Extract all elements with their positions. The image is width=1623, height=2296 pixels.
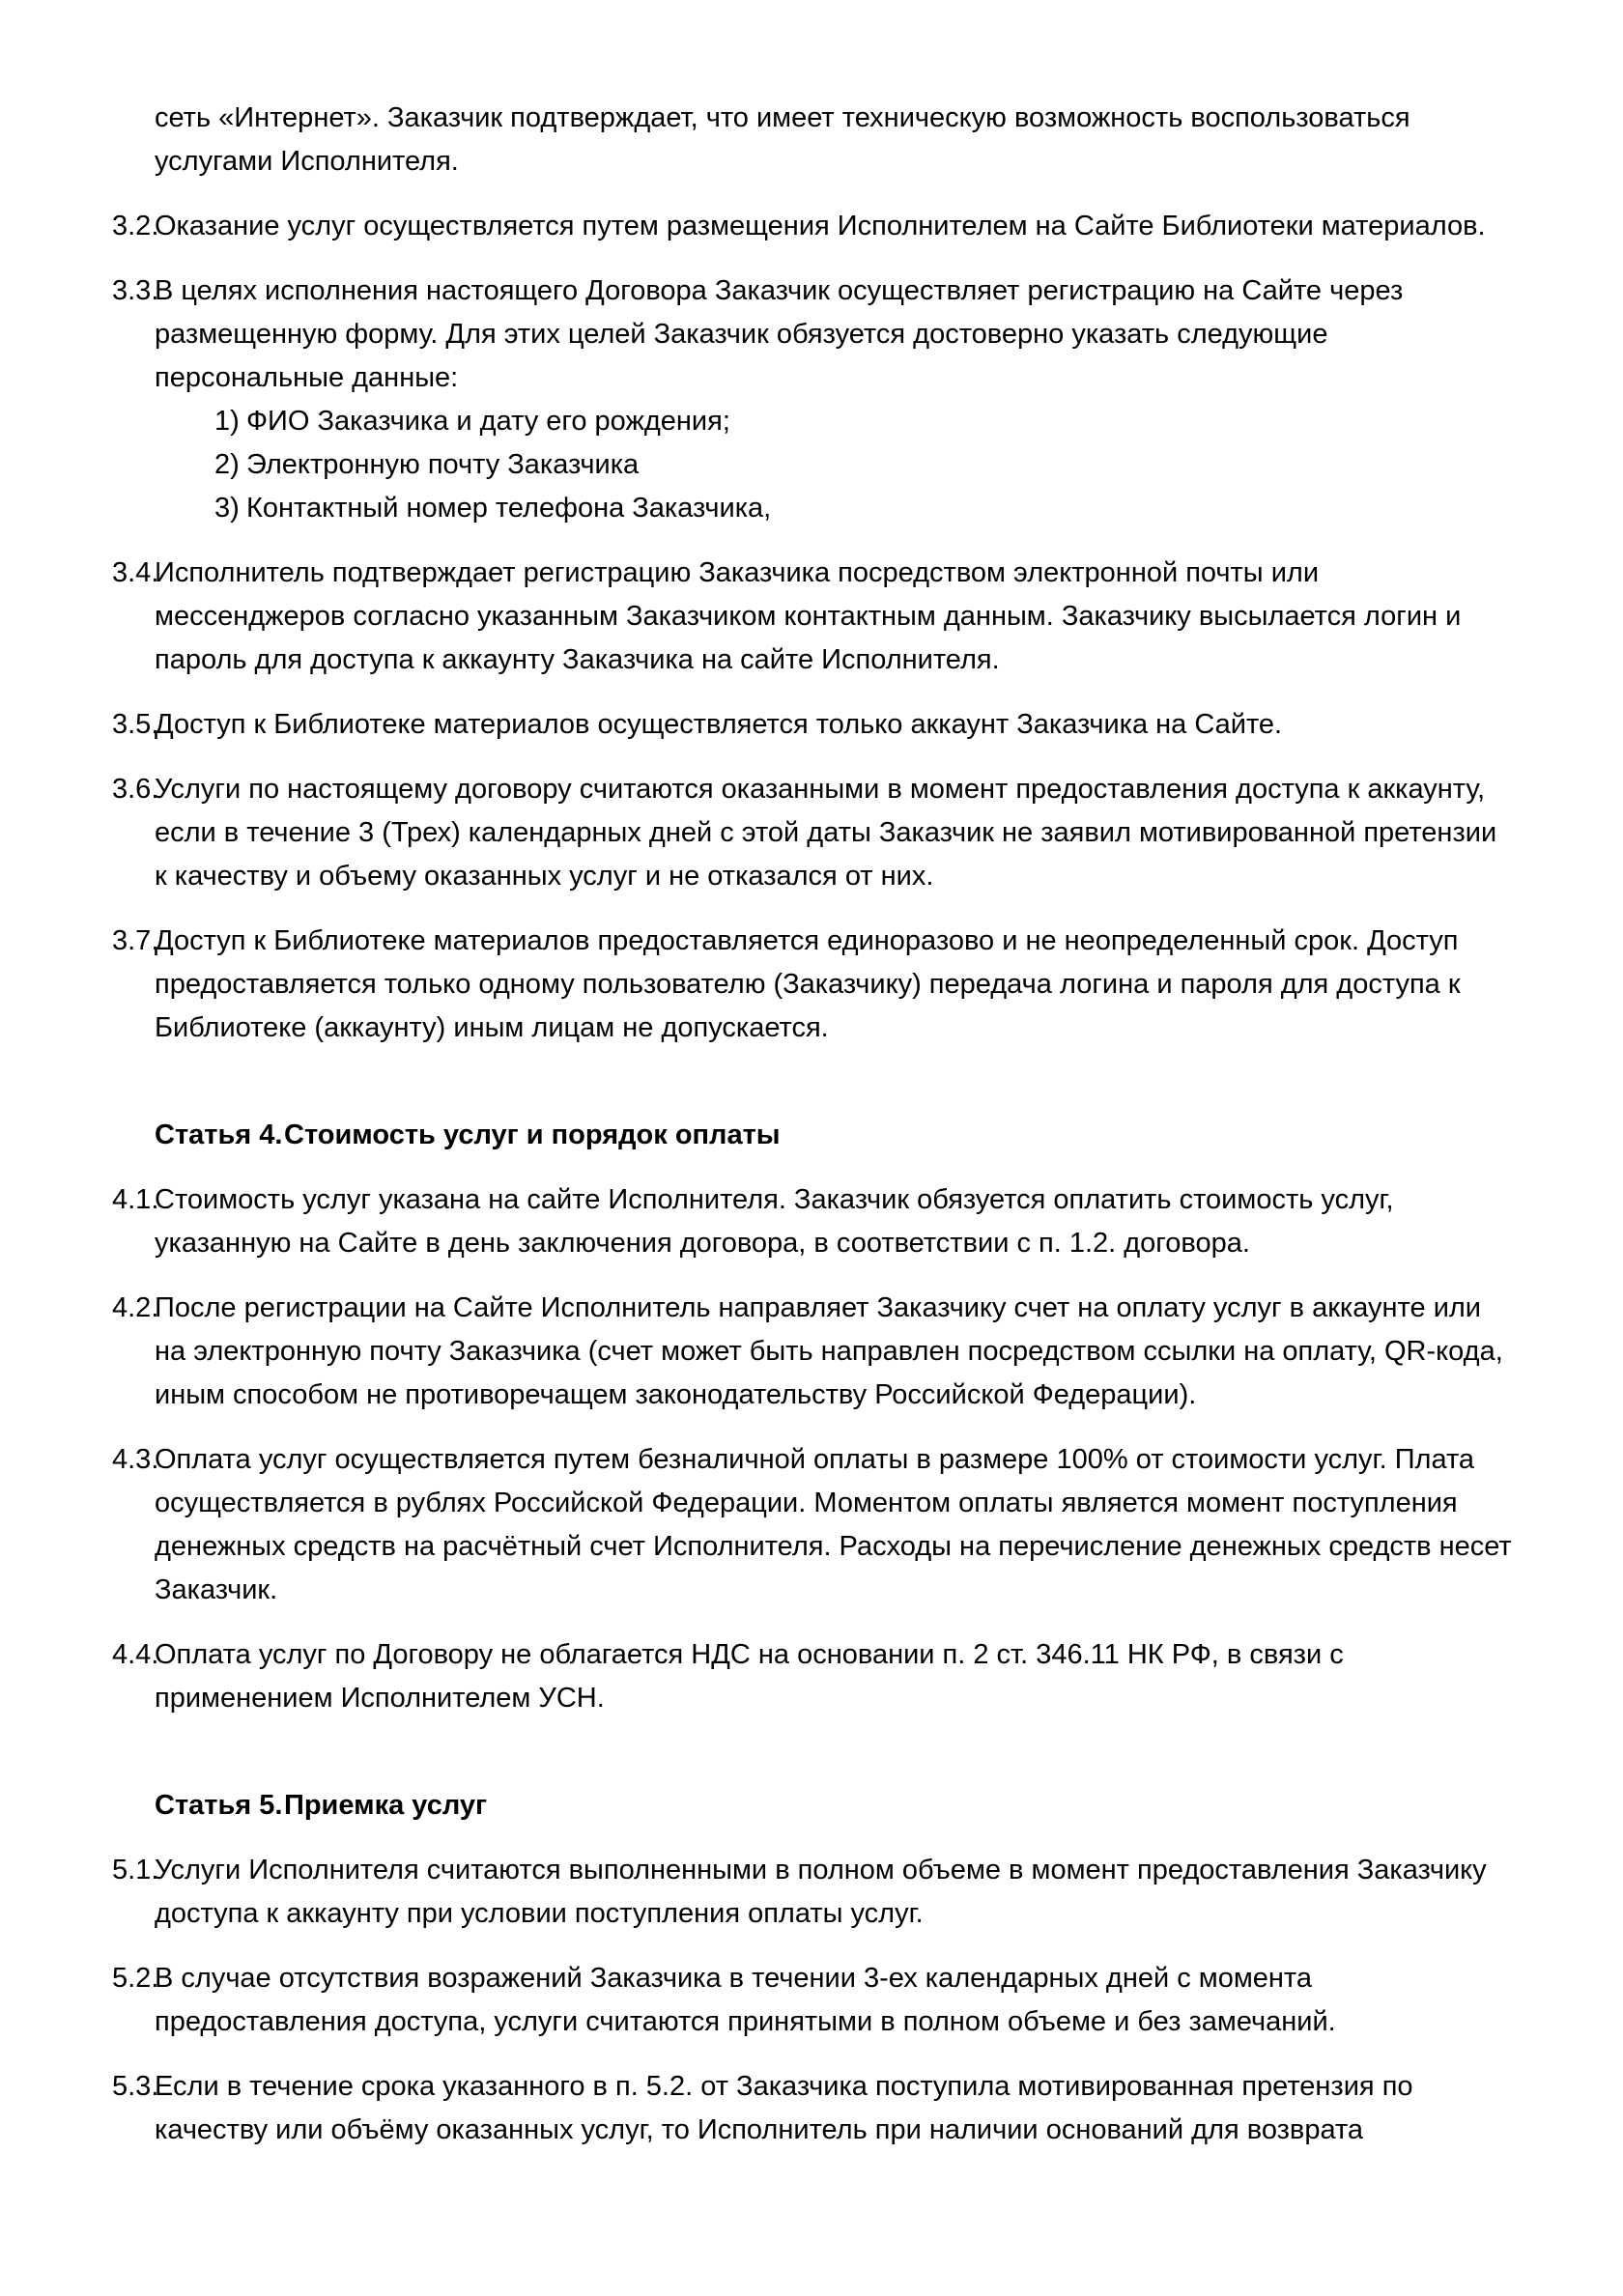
list-item-text: Контактный номер телефона Заказчика,	[246, 493, 772, 524]
clause-4-3	[112, 1438, 1513, 1612]
clause-text: Если в течение срока указанного в п. 5.2. от Заказчика поступила мотивированная претензия по качеству или объёму оказанных услуг, то Исполнитель при наличии оснований для возврата	[155, 2071, 1413, 2145]
clause-3-5	[112, 703, 1513, 747]
clause-number: 3.2.	[112, 211, 159, 241]
clause-number: 4.3.	[112, 1444, 159, 1475]
clause-text: После регистрации на Сайте Исполнитель направляет Заказчику счет на оплату услуг в аккаунте или на электронную почту Заказчика (счет может быть направлен посредством ссылки на оплату, QR-кода, иным способом не противоречащем законодательству Российской Федерации).	[155, 1292, 1503, 1410]
clause-text: Стоимость услуг указана на сайте Исполнителя. Заказчик обязуется оплатить стоимость услуг, указанную на Сайте в день заключения договора, в соответствии с п. 1.2. договора.	[155, 1184, 1394, 1259]
article-5-heading	[155, 1784, 1513, 1828]
clause-4-4	[112, 1633, 1513, 1720]
clause-number: 3.4.	[112, 557, 159, 588]
article-title: Приемка услуг	[284, 1790, 488, 1821]
clause-text: Доступ к Библиотеке материалов осуществляется только аккаунт Заказчика на Сайте.	[155, 709, 1283, 740]
clause-4-2	[112, 1287, 1513, 1417]
list-item	[155, 400, 1513, 443]
article-number: Статья 5.	[155, 1790, 283, 1821]
clause-text: Услуги по настоящему договору считаются оказанными в момент предоставления доступа к аккаунту, если в течение 3 (Трех) календарных дней с этой даты Заказчик не заявил мотивированной претензии к качеству и объему оказанных услуг и не отказался от них.	[155, 774, 1497, 892]
clause-number: 3.7.	[112, 925, 159, 956]
clause-number: 4.4.	[112, 1639, 159, 1670]
clause-5-1	[112, 1849, 1513, 1936]
clause-text: Оказание услуг осуществляется путем размещения Исполнителем на Сайте Библиотеки материалов.	[155, 211, 1486, 241]
clause-text: Доступ к Библиотеке материалов предоставляется единоразово и не неопределенный срок. Доступ предоставляется только одному пользователю (Заказчику) передача логина и пароля для доступа к Библиотеке (аккаунту) иным лицам не допускается.	[155, 925, 1461, 1043]
clause-4-1	[112, 1178, 1513, 1265]
clause-number: 3.5.	[112, 709, 159, 740]
personal-data-list	[155, 400, 1513, 530]
list-item-number: 1)	[214, 406, 240, 437]
clause-3-7	[112, 920, 1513, 1050]
clause-5-2	[112, 1957, 1513, 2044]
clause-text: Услуги Исполнителя считаются выполненными в полном объеме в момент предоставления Заказчику доступа к аккаунту при условии поступления оплаты услуг.	[155, 1855, 1487, 1929]
list-item	[155, 443, 1513, 487]
clause-number: 5.1.	[112, 1855, 159, 1885]
clause-number: 3.3.	[112, 275, 159, 306]
clause-5-3	[112, 2065, 1513, 2152]
list-item-text: Электронную почту Заказчика	[246, 449, 640, 480]
clause-text: Оплата услуг по Договору не облагается НДС на основании п. 2 ст. 346.11 НК РФ, в связи с применением Исполнителем УСН.	[155, 1639, 1344, 1714]
list-item-number: 3)	[214, 493, 240, 524]
clause-number: 5.3.	[112, 2071, 159, 2102]
clause-text: Исполнитель подтверждает регистрацию Заказчика посредством электронной почты или мессенджеров согласно указанным Заказчиком контактным данным. Заказчику высылается логин и пароль для доступа к аккаунту Заказчика на сайте Исполнителя.	[155, 557, 1462, 675]
clause-3-4	[112, 552, 1513, 682]
clause-text: В случае отсутствия возражений Заказчика в течении 3-ех календарных дней с момента предоставления доступа, услуги считаются принятыми в полном объеме и без замечаний.	[155, 1963, 1336, 2037]
paragraph-continuation: сеть «Интернет». Заказчик подтверждает, что имеет техническую возможность воспользоваться услугами Исполнителя.	[155, 102, 1410, 177]
article-4-heading	[155, 1114, 1513, 1157]
clause-number: 3.6.	[112, 774, 159, 805]
clause-number: 5.2.	[112, 1963, 159, 1994]
clause-number: 4.2.	[112, 1292, 159, 1323]
clause-number: 4.1.	[112, 1184, 159, 1215]
article-number: Статья 4.	[155, 1120, 283, 1150]
list-item	[155, 487, 1513, 530]
list-item-text: ФИО Заказчика и дату его рождения;	[246, 406, 730, 437]
clause-text: Оплата услуг осуществляется путем безналичной оплаты в размере 100% от стоимости услуг. Плата осуществляется в рублях Российской Федерации. Моментом оплаты является момент поступления денежных средств на расчётный счет Исполнителя. Расходы на перечисление денежных средств несет Заказчик.	[155, 1444, 1512, 1605]
article-title: Стоимость услуг и порядок оплаты	[284, 1120, 781, 1150]
clause-3-2	[112, 205, 1513, 248]
list-item-number: 2)	[214, 449, 240, 480]
clause-text: В целях исполнения настоящего Договора Заказчик осуществляет регистрацию на Сайте через размещенную форму. Для этих целей Заказчик обязуется достоверно указать следующие персональные данные:	[155, 275, 1404, 393]
clause-3-6	[112, 768, 1513, 898]
clause-3-3	[112, 269, 1513, 530]
